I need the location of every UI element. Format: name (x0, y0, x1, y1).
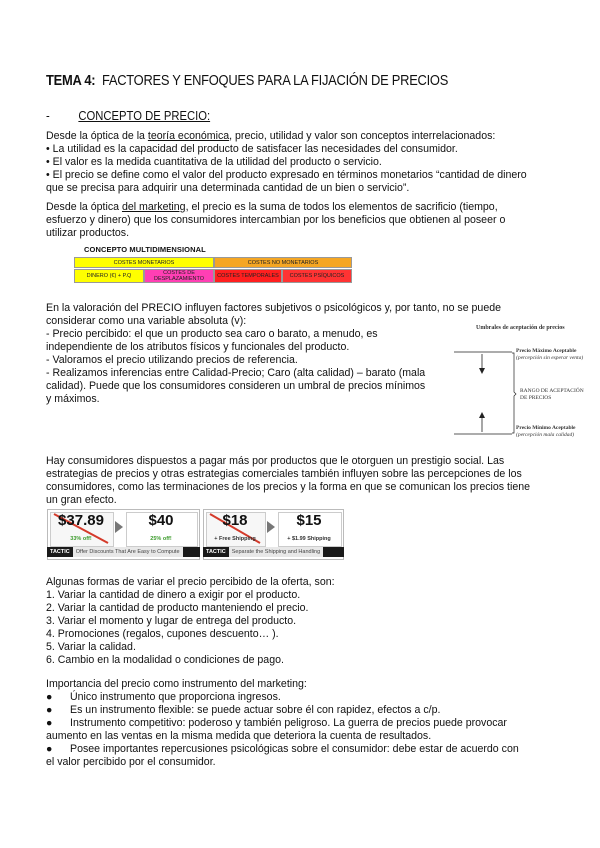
list-item: 1. Variar la cantidad de dinero a exigir por el producto. (46, 589, 301, 601)
importancia-section (46, 678, 566, 769)
bullet-icon: ● (46, 717, 53, 729)
precio-minimo-note: (percepción mala calidad) (516, 432, 575, 438)
tactic-tag: TACTIC (50, 549, 70, 555)
new-price-note: 25% off! (150, 536, 172, 542)
precio-maximo-label: Precio Máximo Aceptable (516, 348, 577, 354)
section-heading (46, 110, 210, 123)
importancia-item: Único instrumento que proporciona ingresos. (70, 691, 281, 703)
list-item: 3. Variar el momento y lugar de entrega del producto. (46, 615, 297, 627)
bullet-icon: ● (46, 704, 53, 716)
rango-label-cont: DE PRECIOS (520, 395, 552, 401)
prestigio-line: un gran efecto. (46, 494, 117, 506)
old-price: $18 (222, 512, 248, 529)
desplazamiento-cell: COSTES DE DESPLAZAMIENTO (144, 269, 214, 283)
title-prefix: TEMA 4: (46, 72, 96, 89)
importancia-item: Posee importantes repercusiones psicológicas sobre el consumidor: debe estar de acuerdo con (70, 743, 519, 755)
importancia-intro: Importancia del precio como instrumento del marketing: (46, 678, 307, 690)
importancia-item-cont: aumento en las ventas en la misma medida que deteriora la cuenta de resultados. (46, 730, 432, 742)
formas-intro: Algunas formas de variar el precio percibido de la oferta, son: (46, 576, 335, 588)
old-price-note: + Free Shipping (214, 536, 256, 542)
bullet-precio: • El precio se define como el valor del producto expresado en términos monetarios “cantidad de dinero (46, 169, 527, 181)
valoracion-line: independiente de los atributos físicos y funcionales del producto. (46, 341, 350, 353)
importancia-item: Instrumento competitivo: poderoso y también peligroso. La guerra de precios puede provocar (70, 717, 507, 729)
importancia-item-cont: el valor percibido por el consumidor. (46, 756, 216, 768)
arrow-icon (266, 520, 276, 534)
list-item: 4. Promociones (regalos, cupones descuento… ). (46, 628, 279, 640)
old-price: $37.89 (58, 512, 104, 529)
dinero-cell: DINERO (€) + P.Q (74, 269, 144, 283)
valoracion-line: y máximos. (46, 393, 100, 405)
costes-monetarios-header: COSTES MONETARIOS (74, 257, 214, 268)
prestigio-line: consumidores, como las terminaciones de los precios y la forma en que se comunican los precios tiene (46, 481, 531, 493)
precio-maximo-note: (percepción sin esperar venta) (516, 355, 584, 361)
valoracion-line: - Realizamos inferencias entre Calidad-Precio; Caro (alta calidad) – barato (mala (46, 367, 426, 379)
prestigio-paragraph (46, 455, 566, 507)
tactic-bar (203, 547, 344, 557)
bullet-utilidad: • La utilidad es la capacidad del producto de satisfacer las necesidades del consumidor. (46, 143, 458, 155)
valoracion-line: - Valoramos el precio utilizando precios de referencia. (46, 354, 298, 366)
new-price: $40 (148, 512, 174, 529)
new-price-note: + $1.99 Shipping (287, 536, 331, 542)
intro-text: Desde la óptica de la (46, 130, 148, 142)
list-item: 2. Variar la cantidad de producto manteniendo el precio. (46, 602, 309, 614)
marketing-line: utilizar productos. (46, 227, 130, 239)
costes-no-monetarios-header: COSTES NO MONETARIOS (214, 257, 352, 268)
valoracion-line: En la valoración del PRECIO influyen factores subjetivos o psicológicos y, por tanto, no se puede (46, 302, 501, 314)
precio-minimo-label: Precio Mínimo Aceptable (516, 425, 576, 431)
section-heading-text: CONCEPTO DE PRECIO: (78, 109, 211, 123)
rango-label: RANGO DE ACEPTACIÓN (520, 388, 584, 394)
page-title (46, 74, 448, 87)
intro-paragraph (46, 130, 566, 195)
tactic-desc: Offer Discounts That Are Easy to Compute (73, 547, 183, 557)
intro-text: , precio, utilidad y valor son conceptos interrelacionados: (229, 130, 496, 142)
list-item: 5. Variar la calidad. (46, 641, 136, 653)
marketing-line: esfuerzo y dinero) que los consumidores intercambian por los beneficios que obtienen al poseer o (46, 214, 506, 226)
tactic-bar (47, 547, 200, 557)
bullet-icon: ● (46, 743, 53, 755)
valoracion-line: considerar como una variable absoluta (v): (46, 315, 247, 327)
marketing-text: Desde la óptica (46, 201, 122, 213)
tactic-tag: TACTIC (206, 549, 226, 555)
concept-table-title: CONCEPTO MULTIDIMENSIONAL (84, 245, 206, 254)
list-item: 6. Cambio en la modalidad o condiciones de pago. (46, 654, 284, 666)
bullet-valor: • El valor es la medida cuantitativa de la utilidad del producto o servicio. (46, 156, 382, 168)
psiquicos-cell: COSTES PSÍQUICOS (282, 269, 352, 283)
arrow-icon (114, 520, 124, 534)
marketing-link: del marketing (121, 201, 186, 213)
section-dash: - (46, 109, 50, 123)
old-price-note: 33% off! (70, 536, 92, 542)
teoria-economica-link: teoría económica (147, 130, 230, 142)
new-price: $15 (296, 512, 322, 529)
marketing-text: , el precio es la suma de todos los elementos de sacrificio (tiempo, (185, 201, 498, 213)
valoracion-line: - Precio percibido: el que un producto sea caro o barato, a menudo, es (46, 328, 378, 340)
temporales-cell: COSTES TEMPORALES (214, 269, 282, 283)
umbral-title: Umbrales de aceptación de precios (476, 325, 565, 331)
tactic-desc: Separate the Shipping and Handling (229, 547, 323, 557)
prestigio-line: Hay consumidores dispuestos a pagar más por productos que le otorguen un prestigio social. Las (46, 455, 505, 467)
marketing-paragraph (46, 201, 566, 240)
formas-list (46, 576, 566, 667)
valoracion-line: calidad). Puede que los consumidores consideren un umbral de precios mínimos (46, 380, 426, 392)
title-text: FACTORES Y ENFOQUES PARA LA FIJACIÓN DE PRECIOS (101, 72, 449, 89)
importancia-item: Es un instrumento flexible: se puede actuar sobre él con rapidez, efectos a c/p. (70, 704, 441, 716)
prestigio-line: estrategias de precios y otras estrategias comerciales también influyen sobre las percepciones de los (46, 468, 522, 480)
bullet-precio-cont: que se precisa para adquirir una determinada cantidad de un bien o servicio”. (46, 182, 410, 194)
bullet-icon: ● (46, 691, 53, 703)
